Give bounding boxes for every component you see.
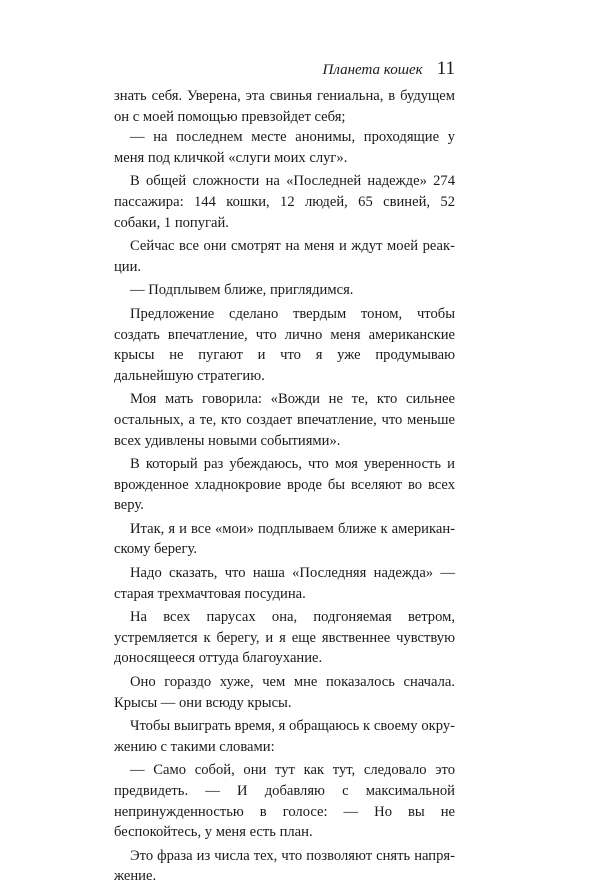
paragraph: Оно гораздо хуже, чем мне показалось сначала. Крысы — они всюду крысы. xyxy=(114,674,455,711)
running-head xyxy=(114,58,455,80)
running-title: Планета кошек xyxy=(322,62,423,78)
paragraph: — на последнем месте анонимы, проходящие у меня под кличкой «слуги моих слуг». xyxy=(114,129,455,166)
paragraph: Сейчас все они смотрят на меня и ждут моей реакции. xyxy=(114,238,455,275)
paragraph: Это фраза из числа тех, что позволяют снять напряжение. xyxy=(114,847,455,885)
paragraph: — Подплывем ближе, приглядимся. xyxy=(130,282,354,299)
paragraph: Надо сказать, что наша «Последняя надежда» — старая трехмачтовая посудина. xyxy=(114,565,455,602)
page-number: 11 xyxy=(436,58,455,79)
body-text xyxy=(114,86,455,887)
paragraph: Моя мать говорила: «Вожди не те, кто сильнее остальных, а те, кто создает впечатление, что меньше всех удивлены новыми событиями». xyxy=(114,391,455,449)
paragraph: Предложение сделано твердым тоном, чтобы создать впечатление, что лично меня американские крысы не пугают и что я уже продумываю дальнейшую стратегию. xyxy=(114,305,455,384)
paragraph: знать себя. Уверена, эта свинья гениальна, в будущем он с моей помощью превзойдет себя; xyxy=(114,88,455,125)
paragraph: В общей сложности на «Последней надежде» 274 пассажира: 144 кошки, 12 людей, 65 свиней, 52 собаки, 1 попугай. xyxy=(114,173,455,231)
paragraph: На всех парусах она, подгоняемая ветром, устремляется к берегу, и я еще явственнее чувствую доносящееся оттуда благоухание. xyxy=(114,609,455,667)
paragraph: Итак, я и все «мои» подплываем ближе к американскому берегу. xyxy=(114,520,455,558)
paragraph: — Само собой, они тут как тут, следовало это предвидеть. — И добавляю с максимальной непринужденностью в голосе: — Но вы не беспокойтесь, у меня есть план. xyxy=(114,762,455,841)
paragraph: В который раз убеждаюсь, что моя уверенность и врожденное хладнокровие вроде бы вселяют во всех веру. xyxy=(114,456,455,514)
paragraph: Чтобы выиграть время, я обращаюсь к своему окружению с такими словами: xyxy=(114,718,455,755)
